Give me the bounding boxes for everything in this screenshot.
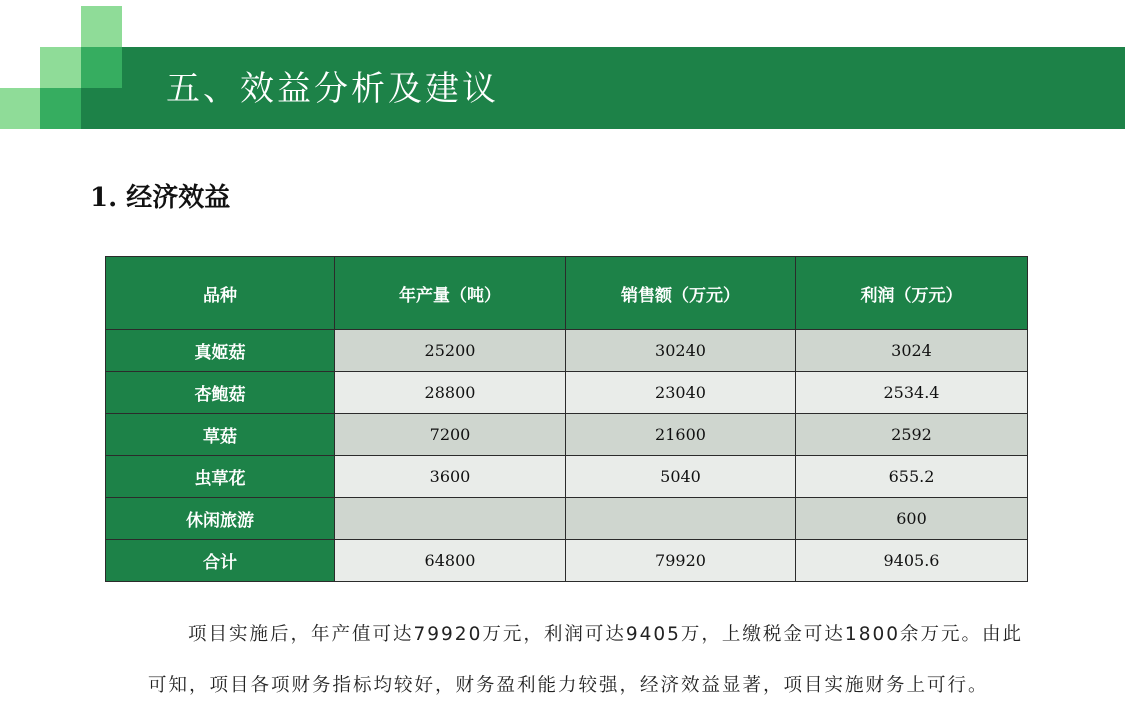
row-label: 真姬菇 (106, 330, 335, 372)
table-cell: 600 (796, 498, 1028, 540)
table-cell: 28800 (335, 372, 566, 414)
column-header: 品种 (106, 257, 335, 330)
decor-square (81, 6, 122, 47)
table-cell: 64800 (335, 540, 566, 582)
table-cell: 5040 (566, 456, 796, 498)
column-header: 销售额（万元） (566, 257, 796, 330)
row-label: 合计 (106, 540, 335, 582)
table-row (106, 330, 1028, 372)
decor-square (0, 88, 40, 129)
table-cell: 7200 (335, 414, 566, 456)
table-row (106, 456, 1028, 498)
row-label: 虫草花 (106, 456, 335, 498)
table-cell: 23040 (566, 372, 796, 414)
table-row (106, 414, 1028, 456)
row-label: 休闲旅游 (106, 498, 335, 540)
table-cell: 30240 (566, 330, 796, 372)
table-row (106, 540, 1028, 582)
table-cell: 9405.6 (796, 540, 1028, 582)
table-cell: 655.2 (796, 456, 1028, 498)
decor-square (40, 47, 81, 88)
table-cell: 25200 (335, 330, 566, 372)
table-cell: 21600 (566, 414, 796, 456)
table-cell: 2534.4 (796, 372, 1028, 414)
column-header: 年产量（吨） (335, 257, 566, 330)
table-cell (335, 498, 566, 540)
table-cell: 3024 (796, 330, 1028, 372)
table-row (106, 372, 1028, 414)
table-cell: 2592 (796, 414, 1028, 456)
row-label: 草菇 (106, 414, 335, 456)
table-cell: 3600 (335, 456, 566, 498)
paragraph-line: 可知，项目各项财务指标均较好，财务盈利能力较强，经济效益显著，项目实施财务上可行。 (148, 675, 989, 696)
page-title: 五、效益分析及建议 (166, 69, 499, 109)
table-header-row (106, 257, 1028, 330)
section-title: 1. 经济效益 (90, 183, 231, 213)
decor-square (81, 47, 122, 88)
paragraph-line: 项目实施后，年产值可达79920万元，利润可达9405万，上缴税金可达1800余万元。由此 (188, 624, 1024, 645)
table-cell: 79920 (566, 540, 796, 582)
decor-square (40, 88, 81, 129)
row-label: 杏鲍菇 (106, 372, 335, 414)
column-header: 利润（万元） (796, 257, 1028, 330)
benefit-table (105, 256, 1028, 582)
table-row (106, 498, 1028, 540)
table-cell (566, 498, 796, 540)
